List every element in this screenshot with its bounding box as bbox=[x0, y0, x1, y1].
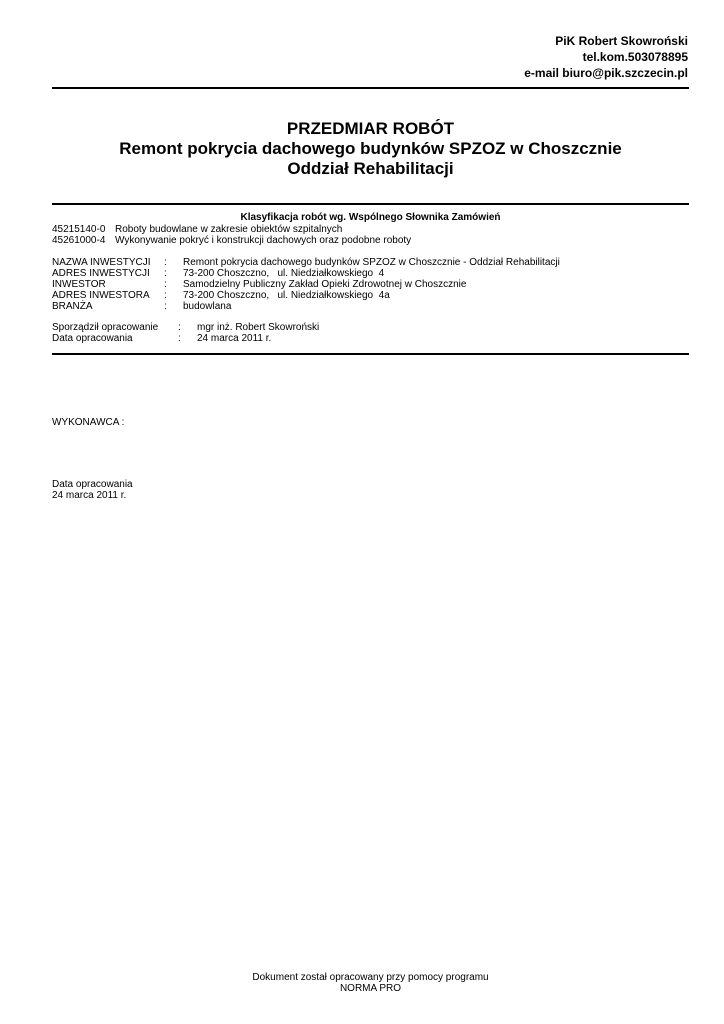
document-subtitle-2: Oddział Rehabilitacji bbox=[287, 159, 454, 178]
detail-separator: : bbox=[164, 290, 167, 301]
classification-heading: Klasyfikacja robót wg. Wspólnego Słownika Zamówień bbox=[240, 212, 501, 223]
cpv-code: 45261000-4 bbox=[52, 235, 106, 246]
detail-value: mgr inż. Robert Skowroński bbox=[197, 322, 320, 333]
detail-separator: : bbox=[164, 279, 167, 290]
cpv-code: 45215140-0 bbox=[52, 224, 106, 235]
detail-separator: : bbox=[164, 301, 167, 312]
date-label: Data opracowania bbox=[52, 479, 133, 490]
detail-value: 24 marca 2011 r. bbox=[197, 333, 272, 344]
detail-separator: : bbox=[164, 268, 167, 279]
detail-value: 73-200 Choszczno, ul. Niedziałkowskiego 4 bbox=[183, 268, 385, 279]
detail-label: BRANŻA bbox=[52, 301, 93, 312]
title-divider bbox=[52, 203, 689, 205]
detail-value: 73-200 Choszczno, ul. Niedziałkowskiego 4a bbox=[183, 290, 390, 301]
document-subtitle: Remont pokrycia dachowego budynków SPZOZ w Choszcznie bbox=[119, 139, 622, 158]
detail-separator: : bbox=[178, 322, 181, 333]
detail-label: Data opracowania bbox=[52, 333, 133, 344]
detail-value: Remont pokrycia dachowego budynków SPZOZ w Choszcznie - Oddział Rehabilitacji bbox=[183, 257, 560, 268]
footer-note: Dokument został opracowany przy pomocy programu bbox=[252, 972, 489, 983]
header-divider bbox=[52, 87, 689, 89]
detail-separator: : bbox=[178, 333, 181, 344]
detail-separator: : bbox=[164, 257, 167, 268]
company-email: e-mail biuro@pik.szczecin.pl bbox=[524, 66, 688, 80]
cpv-description: Wykonywanie pokryć i konstrukcji dachowych oraz podobne roboty bbox=[115, 235, 412, 246]
date-value: 24 marca 2011 r. bbox=[52, 490, 127, 501]
detail-label: ADRES INWESTORA bbox=[52, 290, 150, 301]
cpv-description: Roboty budowlane w zakresie obiektów szpitalnych bbox=[115, 224, 343, 235]
company-phone: tel.kom.503078895 bbox=[582, 50, 688, 64]
contractor-label: WYKONAWCA : bbox=[52, 417, 125, 428]
document-title: PRZEDMIAR ROBÓT bbox=[286, 119, 455, 138]
footer-program: NORMA PRO bbox=[339, 983, 402, 994]
details-divider bbox=[52, 353, 689, 355]
company-name: PiK Robert Skowroński bbox=[555, 34, 688, 48]
detail-value: budowlana bbox=[183, 301, 232, 312]
detail-label: NAZWA INWESTYCJI bbox=[52, 257, 151, 268]
detail-label: Sporządził opracowanie bbox=[52, 322, 159, 333]
detail-label: INWESTOR bbox=[52, 279, 106, 290]
detail-value: Samodzielny Publiczny Zakład Opieki Zdrowotnej w Choszcznie bbox=[183, 279, 467, 290]
detail-label: ADRES INWESTYCJI bbox=[52, 268, 150, 279]
